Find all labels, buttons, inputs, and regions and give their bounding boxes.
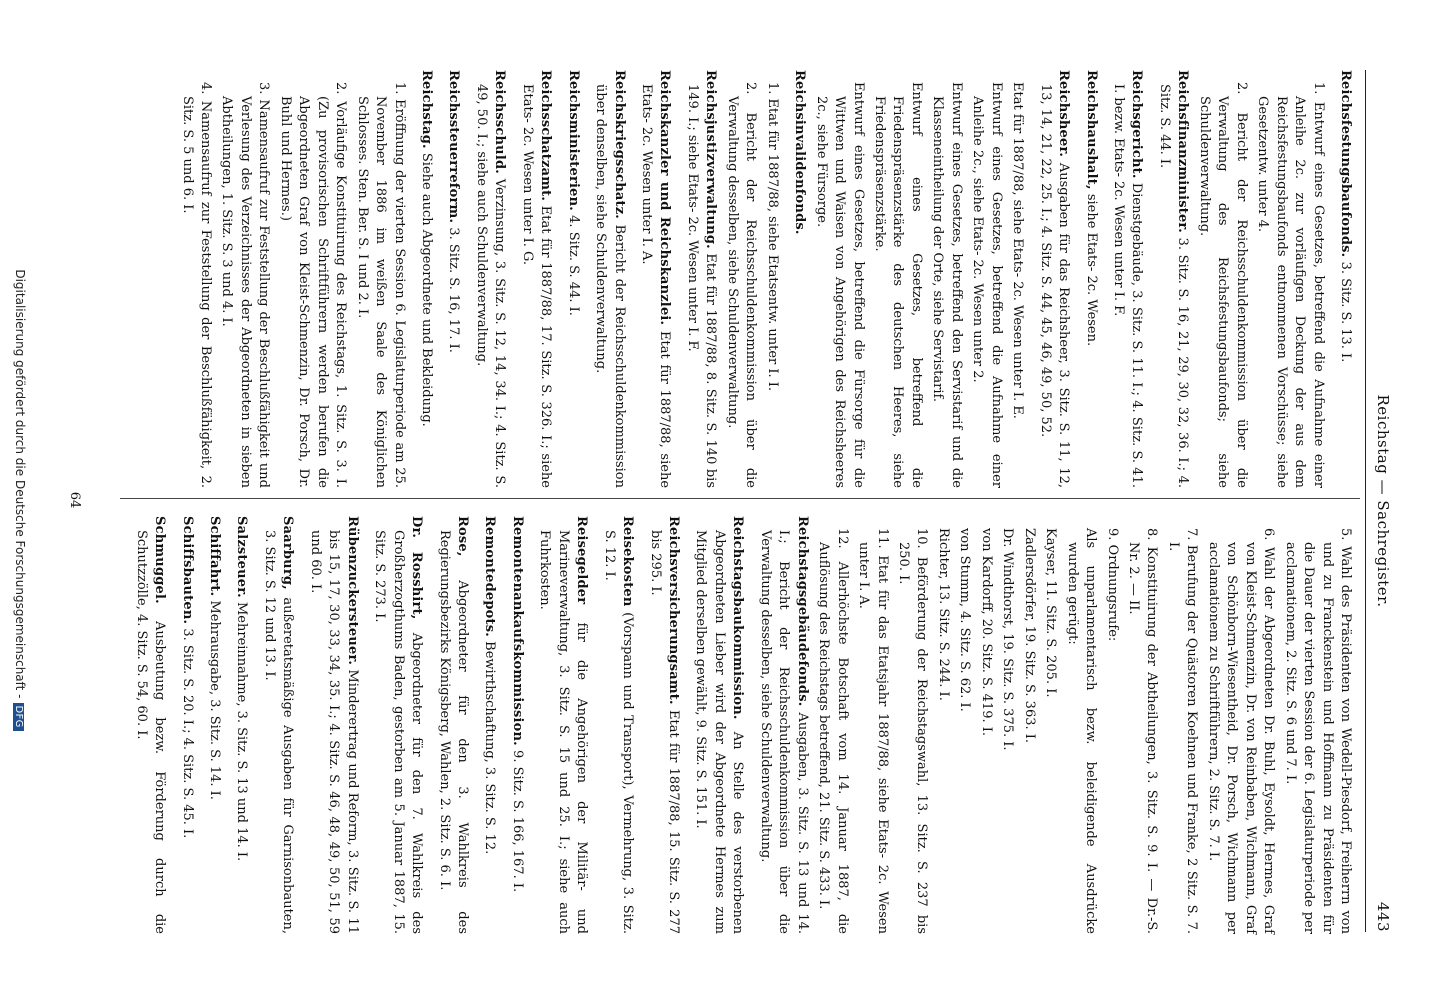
register-subentry bbox=[955, 516, 973, 934]
entry-text: Abgeordneter für den 3. Wahlkreis des Regierungsbezirks Königsberg, Wahlen, 2. Sitz. S. 6. I. bbox=[436, 530, 470, 934]
running-head-title: Reichstag — Sachregister. bbox=[1374, 394, 1392, 608]
entry-keyword: Schiffsbauten. bbox=[179, 516, 195, 625]
entry-text: Entwurf eines Gesetzes, betreffend die Friedenspräsenzstärke des deutschen Heeres, siehe Friedenspräsenzstärke. bbox=[872, 82, 924, 488]
register-subentry bbox=[1194, 70, 1249, 488]
entry-text: An Stelle des verstorbenen Abgeordneten Lieber wird der Abgeordnete Hermes zum Mitglied derselben gewählt, 9. Sitz. S. 151. I. bbox=[693, 530, 746, 934]
entry-text: 3. Sitz. S. 16, 21, 29, 30, 32, 36. I.; 4. Sitz. S. 44. I. bbox=[1156, 84, 1191, 488]
entry-text: 3. Sitz. S. 13. I. bbox=[1338, 261, 1353, 363]
entry-keyword: Rübenzuckersteuer. bbox=[344, 516, 360, 666]
entry-text: Kayser, 11. Sitz. S. 205. I. bbox=[1043, 528, 1059, 698]
entry-keyword: Salzsteuer. bbox=[234, 516, 250, 598]
entry-text: 9. Ordnungsrufe: bbox=[1104, 528, 1120, 642]
register-entry bbox=[591, 70, 628, 488]
register-subentry bbox=[1019, 516, 1037, 934]
entry-text: Entwurf eines Gesetzes, betreffend die Aufnahme einer Anleihe 2c., siehe Etats- 2c. Wesen unter 2. bbox=[970, 82, 1004, 488]
register-subentry bbox=[1008, 70, 1026, 488]
register-subentry bbox=[1124, 516, 1161, 934]
register-entry bbox=[471, 70, 508, 488]
entry-text: 6. Wahl der Abgeordneten Dr. Buhl, Eysoldt, Hermes, Graf von Kleist-Schmenzin, Dr. von Reinbaben, Wichmann, Graf von Schönborn-Wiesentheid, Dr. Porsch, Wichmann per acclamationem zu Schriftführern, 2. Sitz. S. 7. I. bbox=[1205, 528, 1277, 934]
entry-text: Ausgaben, 3. Sitz. S. 13 und 14. I.; Bericht der Reichsschuldenkommission über die Verwaltung desselben, siehe Schuldenverwaltung. bbox=[757, 530, 810, 934]
entry-keyword: Reichskanzler und Reichskanzlei. bbox=[657, 70, 673, 326]
register-subentry bbox=[894, 516, 931, 934]
entry-text: 3. Sitz. S. 20. I.; 4. Sitz. S. 45. I. bbox=[179, 628, 195, 839]
register-entry bbox=[683, 70, 720, 488]
entry-text: Entwurf eines Gesetzes, betreffend den Servistarif und die Klasseneintheilung der Orte, siehe Servistarif. bbox=[930, 82, 964, 488]
entry-text: Mehrausgabe, 3. Sitz. S. 14. I. bbox=[206, 600, 222, 800]
register-entry bbox=[417, 70, 435, 488]
entry-text: Dienstgebäude, 3. Sitz. S. 11. I.; 4. Sitz. S. 41. I. bezw. Etats- 2c. Wesen unter I. F. bbox=[1111, 84, 1145, 488]
entry-text: Bericht der Reichsschuldenkommission über denselben, siehe Schuldenverwaltung. bbox=[593, 84, 627, 488]
entry-text: siehe Etats- 2c. Wesen. bbox=[1083, 193, 1099, 347]
register-entry bbox=[637, 70, 674, 488]
entry-text: für die Angehörigen der Militär- und Marineverwaltung, 3. Sitz. S. 15 und 25. I.; siehe auch Fuhrkosten. bbox=[537, 530, 590, 934]
entry-keyword: Dr. Rosshirt, bbox=[409, 516, 425, 620]
entry-keyword: Reichsfinanzminister. bbox=[1175, 70, 1191, 233]
entry-keyword: Reisekosten bbox=[620, 516, 636, 607]
register-entry bbox=[563, 70, 581, 488]
entry-text: Etat für 1887/88, 8. Sitz. S. 140 bis 149. I.; siehe Etats- 2c. Wesen unter I. F. bbox=[684, 84, 719, 488]
entry-text: Verzinsung, 3. Sitz. S. 12, 14, 34. I.; 4. Sitz. S. 49, 50. I.; siehe auch Schuldenverwaltung. bbox=[473, 84, 508, 488]
register-subentry bbox=[1102, 516, 1120, 934]
entry-text: Ausbeutung bezw. Förderung durch die Schutzzölle, 4. Sitz. S. 54, 60. I. bbox=[133, 530, 168, 934]
entry-keyword: Reichstag. bbox=[418, 70, 434, 149]
entry-text: 9. Sitz. S. 166, 167. I. bbox=[509, 750, 525, 893]
register-subentry bbox=[352, 70, 407, 488]
entry-text: (Vorspann und Transport), Vermehrung, 3. Sitz. S. 12. I. bbox=[601, 530, 636, 934]
entry-text: Etat für 1887/88, siehe Etats- 2c. Wesen unter I. A. bbox=[639, 84, 673, 489]
funding-note-text: Digitalisierung gefördert durch die Deutsche Forschungsgemeinschaft - bbox=[13, 269, 27, 699]
register-subentry bbox=[722, 70, 759, 488]
entry-keyword: Saarburg, bbox=[280, 516, 296, 590]
register-entry bbox=[370, 516, 425, 934]
register-entry bbox=[131, 516, 168, 934]
entry-text: Etat für 1887/88, siehe Etats- 2c. Wesen unter I. E. bbox=[1010, 82, 1026, 419]
register-subentry bbox=[217, 70, 272, 488]
register-subentry bbox=[1041, 516, 1059, 934]
register-entry bbox=[1109, 70, 1146, 488]
register-subentry bbox=[968, 70, 1005, 488]
entry-text: Entwurf eines Gesetzes, betreffend die Fürsorge für die Wittwen und Waisen von Angehörigen des Reichsheeres 2c., siehe Fürsorge. bbox=[813, 82, 866, 488]
entry-text: von Kardorff, 20. Sitz. S. 419. I. bbox=[978, 528, 994, 737]
register-subentry bbox=[854, 516, 891, 934]
register-entry bbox=[444, 70, 462, 488]
register-subentry bbox=[811, 70, 866, 488]
register-subentry bbox=[976, 516, 994, 934]
entry-keyword: Reichsversicherungsamt. bbox=[666, 516, 682, 705]
register-entry bbox=[517, 70, 554, 488]
entry-keyword: Reichssteuerreform. bbox=[446, 70, 462, 224]
entry-keyword: Schmuggel. bbox=[152, 516, 168, 604]
entry-keyword: Reichskriegsschatz. bbox=[611, 70, 627, 219]
entry-text: von Stumm, 4. Sitz. S. 62. I. bbox=[957, 528, 973, 712]
entry-text: 10. Beförderung der Reichstagswahl, 13. Sitz. S. 237 bis 250. I. bbox=[896, 528, 930, 934]
entry-text: Richter, 13. Sitz. S. 244. I. bbox=[935, 528, 951, 701]
entry-keyword: Reichshaushalt, bbox=[1083, 70, 1099, 190]
entry-text: außeretatsmäßige Ausgaben für Garnisonbauten, 3. Sitz. S. 12 und 13. I. bbox=[261, 530, 296, 934]
register-entry bbox=[755, 516, 810, 934]
register-subentry bbox=[1253, 70, 1327, 488]
entry-keyword: Reichstagsgebäudefonds. bbox=[794, 516, 810, 707]
column-divider bbox=[120, 498, 1360, 499]
header-rule bbox=[1365, 70, 1366, 932]
right-column bbox=[122, 516, 1354, 934]
entry-keyword: Schiffahrt. bbox=[206, 516, 222, 597]
entry-text: Zadlersdörfer, 19. Sitz. S. 363. I. bbox=[1021, 528, 1037, 744]
left-column bbox=[174, 70, 1354, 488]
entry-text: Mehreinnahme, 3. Sitz. S. 13 und 14. I. bbox=[234, 601, 250, 862]
entry-text: Etat für 1887/88, 17. Sitz. S. 326. I.; siehe Etats- 2c. Wesen unter I. G. bbox=[519, 84, 554, 489]
entry-text: 3. Sitz. S. 16, 17. I. bbox=[446, 227, 462, 353]
entry-keyword: Remontenankaufskommission. bbox=[509, 516, 525, 746]
register-subentry bbox=[1163, 516, 1200, 934]
register-subentry bbox=[933, 516, 951, 934]
register-entry bbox=[232, 516, 250, 934]
entry-text: 7. Berufung der Quästoren Koehnen und Franke, 2 Sitz. S. 7. I. bbox=[1165, 528, 1200, 934]
footer-page-number: 64 bbox=[67, 491, 82, 509]
entry-keyword: Reichstagsbaukommission. bbox=[730, 516, 746, 720]
register-subentry bbox=[275, 70, 349, 488]
entry-text: 3. Namensaufruf zur Feststellung der Beschlußfähigkeit und Verlesung des Verzeichnisses der Abgeordneten in sieben Abtheilungen, 1. Sitz. S. 3 und 4. I. bbox=[219, 82, 272, 488]
running-head bbox=[1368, 70, 1392, 932]
register-entry bbox=[177, 516, 195, 934]
entry-text: Als unparlamentarisch bezw. beleidigende Ausdrücke wurden gerügt: bbox=[1064, 528, 1099, 934]
entry-text: 1. Etat für 1887/88, siehe Etatsentw. unter I. I. bbox=[764, 82, 780, 392]
dfg-logo-badge: DFG bbox=[13, 703, 24, 731]
register-entry bbox=[1081, 70, 1099, 488]
entry-text: 1. Eröffnung der vierten Session 6. Legislaturperiode am 25. November 1886 im weißen Saale des Königlichen Schlosses. Sten. Ber. S. I und 2. I. bbox=[354, 82, 407, 488]
entry-keyword: Reichsinvalidenfonds. bbox=[792, 70, 808, 235]
entry-keyword: Reichsgericht. bbox=[1129, 70, 1145, 179]
entry-text: Minderertrag und Reform, 3. Sitz. S. 11 bis 15, 17, 30, 33, 34, 35. I.; 4. Sitz. S. 46, 48, 49, 50, 51, 59 und 60. I. bbox=[307, 530, 360, 934]
running-head-page-number: 443 bbox=[1374, 901, 1392, 932]
entry-text: Siehe auch Abgeordnete und Bekleidung. bbox=[418, 152, 434, 427]
entry-text: 5. Wahl des Präsidenten von Wedell-Piesdorf, Freiherrn von und zu Franckenstein und Hoffmann zu Präsidenten für die Dauer der vierten Session der 6. Legislaturperiode per acclamationem, 2. Sitz. S. 6 und 7. I. bbox=[1282, 528, 1353, 934]
entry-keyword: Reichsschuld. bbox=[492, 70, 508, 174]
register-subentry bbox=[762, 70, 780, 488]
register-entry bbox=[790, 70, 808, 488]
register-entry bbox=[1336, 70, 1354, 488]
register-entry bbox=[1154, 70, 1191, 488]
entry-text: 4. Sitz. S. 44. I. bbox=[565, 215, 581, 316]
entry-keyword: Reichsministerien. bbox=[565, 70, 581, 212]
entry-keyword: Remontedepots. bbox=[482, 516, 498, 637]
register-entry bbox=[691, 516, 746, 934]
entry-text: 2. Bericht der Reichsschuldenkommission über die Verwaltung des Reichsfestungsbaufonds; siehe Schuldenverwaltung. bbox=[1196, 82, 1249, 488]
register-subentry bbox=[1280, 516, 1354, 934]
entry-text: 4. Namensaufruf zur Feststellung der Beschlußfähigkeit, 2. Sitz. S. 5 und 6. I. bbox=[179, 82, 213, 488]
register-subentry bbox=[177, 70, 214, 488]
register-entry bbox=[507, 516, 525, 934]
entry-text: Etat für 1887/88, 15. Sitz. S. 277 bis 295. I. bbox=[647, 530, 682, 934]
entry-text: Bewirthschaftung, 3. Sitz. S. 12. bbox=[482, 641, 498, 855]
entry-text: 8. Konstituirung der Abtheilungen, 3. Sitz. S. 9. I. — Dr.-S. Nr. 2. — II. bbox=[1126, 528, 1160, 934]
entry-text: Ausgaben für das Reichsheer, 3. Sitz. S. 11, 12, 13, 14, 21, 22, 25. I.; 4. Sitz. S. 44, 45, 46, 49, 50, 52. bbox=[1037, 84, 1072, 488]
entry-keyword: Reichsschatzamt. bbox=[538, 70, 554, 202]
entry-text: 12. Allerhöchste Botschaft vom 14. Januar 1887, die Auflösung des Reichstags betreffend, 21. Sitz. S. 433. I. bbox=[816, 528, 850, 934]
register-subentry bbox=[870, 70, 925, 488]
entry-text: 2. Bericht der Reichsschuldenkommission über die Verwaltung desselben, siehe Schuldenverwaltung. bbox=[724, 82, 759, 488]
entry-keyword: Rose, bbox=[454, 516, 470, 557]
entry-text: Dr. Windthorst, 19. Sitz. S. 375. I. bbox=[1000, 528, 1016, 751]
entry-text: Abgeordneter für den 7. Wahlkreis des Großherzogthums Baden, gestorben am 5. Januar 1887, 15. Sitz. S. 273. I. bbox=[372, 530, 425, 934]
register-entry bbox=[1035, 70, 1072, 488]
register-entry bbox=[480, 516, 498, 934]
register-subentry bbox=[998, 516, 1016, 934]
register-entry bbox=[645, 516, 682, 934]
register-entry bbox=[434, 516, 471, 934]
funding-note bbox=[13, 0, 27, 1000]
entry-text: 11. Etat für das Etatsjahr 1887/88, siehe Etats- 2c. Wesen unter I. A. bbox=[856, 528, 890, 934]
register-subentry bbox=[928, 70, 965, 488]
entry-text: 2. Vorläufige Konstituirung des Reichstags, 1. Sitz. S. 3. I. (Zu provisorischen Schriftführern werden berufen die Abgeordneten Graf von Kleist-Schmenzin, Dr. Porsch, Dr. Buhl und Hermes.) bbox=[277, 82, 349, 488]
entry-keyword: Reichsfestungsbaufonds. bbox=[1338, 70, 1353, 258]
entry-keyword: Reichsjustizverwaltung. bbox=[703, 70, 719, 249]
register-subentry bbox=[1203, 516, 1277, 934]
register-entry bbox=[259, 516, 296, 934]
register-subentry bbox=[1062, 516, 1099, 934]
register-subentry bbox=[814, 516, 851, 934]
entry-keyword: Reisegelder bbox=[574, 516, 590, 605]
register-entry bbox=[535, 516, 590, 934]
register-entry bbox=[305, 516, 360, 934]
register-entry bbox=[599, 516, 636, 934]
register-entry bbox=[205, 516, 223, 934]
entry-keyword: Reichsheer. bbox=[1056, 70, 1072, 158]
entry-text: 1. Entwurf eines Gesetzes, betreffend die Aufnahme einer Anleihe 2c. zur vorläufigen Deckung der aus dem Reichsfestungsbaufonds entnommenen Vorschüsse; siehe Gesetzentw. unter 4. bbox=[1255, 82, 1326, 488]
